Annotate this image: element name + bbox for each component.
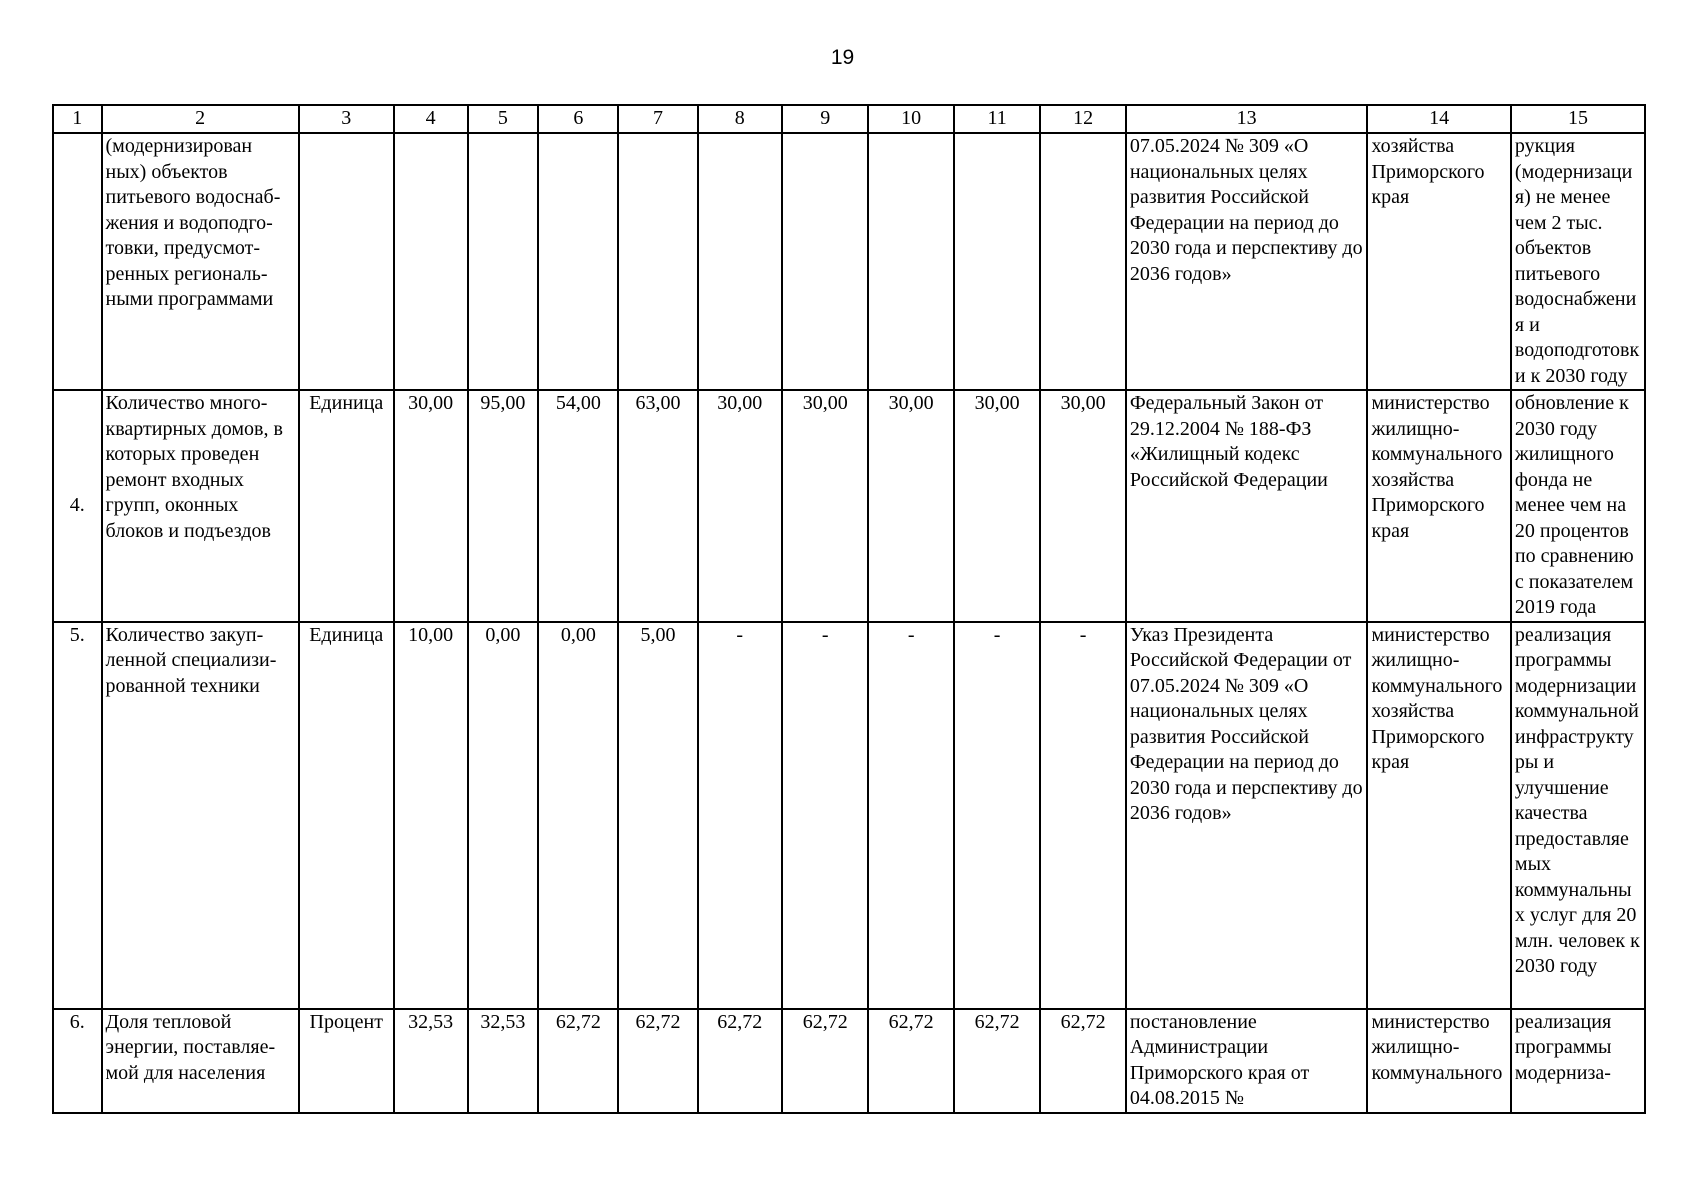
row-number: 4. (53, 390, 102, 622)
value-cell (782, 133, 869, 390)
value-cell: 30,00 (868, 390, 953, 622)
indicators-table (52, 104, 1646, 1114)
result-cell: рукция (модернизация) не менее чем 2 тыс. объектов питьевого водоснабжения и водоподготовки к 2030 году (1511, 133, 1645, 390)
row-number: 6. (53, 1009, 102, 1113)
value-cell (468, 133, 539, 390)
value-cell (1040, 133, 1125, 390)
responsible-cell: министерство жилищно-коммунального хозяйства Приморского края (1367, 390, 1510, 622)
header-cell: 1 (53, 105, 102, 133)
header-cell: 2 (102, 105, 299, 133)
unit-cell: Процент (299, 1009, 394, 1113)
value-cell: 0,00 (468, 622, 539, 1009)
unit-cell: Единица (299, 622, 394, 1009)
value-cell: 63,00 (618, 390, 697, 622)
value-cell (538, 133, 618, 390)
table-row (53, 133, 1645, 390)
indicator-name: Доля тепловой энергии, поставляемой для населения (102, 1009, 299, 1113)
value-cell: 30,00 (954, 390, 1041, 622)
unit-cell: Единица (299, 390, 394, 622)
indicator-name: Количество многоквартирных домов, в которых проведен ремонт входных групп, оконных блоков и подъездов (102, 390, 299, 622)
table-row (53, 390, 1645, 622)
value-cell: - (868, 622, 953, 1009)
value-cell: 30,00 (782, 390, 869, 622)
value-cell: 0,00 (538, 622, 618, 1009)
result-cell: реализация программы модерниза- (1511, 1009, 1645, 1113)
header-cell: 14 (1367, 105, 1510, 133)
result-cell: реализация программы модернизации коммунальной инфраструктуры и улучшение качества предоставляемых коммунальных услуг для 20 млн. человек к 2030 году (1511, 622, 1645, 1009)
basis-cell: Федеральный Закон от 29.12.2004 № 188-ФЗ «Жилищный кодекс Российской Федерации (1126, 390, 1368, 622)
value-cell: 62,72 (868, 1009, 953, 1113)
unit-cell (299, 133, 394, 390)
header-cell: 11 (954, 105, 1041, 133)
value-cell (954, 133, 1041, 390)
table-row (53, 1009, 1645, 1113)
header-cell: 8 (698, 105, 782, 133)
value-cell (618, 133, 697, 390)
row-number (53, 133, 102, 390)
value-cell (394, 133, 468, 390)
responsible-cell: министерство жилищно-коммунального (1367, 1009, 1510, 1113)
header-cell: 3 (299, 105, 394, 133)
header-cell: 10 (868, 105, 953, 133)
value-cell: 62,72 (782, 1009, 869, 1113)
header-cell: 15 (1511, 105, 1645, 133)
basis-cell: постановление Администрации Приморского края от 04.08.2015 № (1126, 1009, 1368, 1113)
responsible-cell: хозяйства Приморского края (1367, 133, 1510, 390)
result-cell: обновление к 2030 году жилищного фонда не менее чем на 20 процентов по сравнению с показателем 2019 года (1511, 390, 1645, 622)
value-cell: 62,72 (698, 1009, 782, 1113)
value-cell: - (1040, 622, 1125, 1009)
value-cell: 30,00 (698, 390, 782, 622)
header-cell: 6 (538, 105, 618, 133)
basis-cell: 07.05.2024 № 309 «О национальных целях развития Российской Федерации на период до 2030 года и перспективу до 2036 годов» (1126, 133, 1368, 390)
basis-cell: Указ Президента Российской Федерации от 07.05.2024 № 309 «О национальных целях развития Российской Федерации на период до 2030 года и перспективу до 2036 годов» (1126, 622, 1368, 1009)
value-cell: - (954, 622, 1041, 1009)
value-cell: 62,72 (538, 1009, 618, 1113)
row-number: 5. (53, 622, 102, 1009)
value-cell: - (698, 622, 782, 1009)
value-cell: 95,00 (468, 390, 539, 622)
indicator-name: Количество закупленной специализированной техники (102, 622, 299, 1009)
table-header-row (53, 105, 1645, 133)
value-cell: 10,00 (394, 622, 468, 1009)
value-cell: 5,00 (618, 622, 697, 1009)
responsible-cell: министерство жилищно-коммунального хозяйства Приморского края (1367, 622, 1510, 1009)
value-cell (868, 133, 953, 390)
value-cell: 62,72 (1040, 1009, 1125, 1113)
value-cell: 30,00 (1040, 390, 1125, 622)
value-cell: 62,72 (954, 1009, 1041, 1113)
header-cell: 9 (782, 105, 869, 133)
indicator-name: (модернизирован ных) объектов питьевого водоснабжения и водоподготовки, предусмотренных региональными программами (102, 133, 299, 390)
header-cell: 7 (618, 105, 697, 133)
value-cell: 32,53 (394, 1009, 468, 1113)
value-cell: - (782, 622, 869, 1009)
table-row (53, 622, 1645, 1009)
value-cell: 54,00 (538, 390, 618, 622)
page-number: 19 (830, 46, 855, 69)
value-cell: 62,72 (618, 1009, 697, 1113)
value-cell: 30,00 (394, 390, 468, 622)
value-cell: 32,53 (468, 1009, 539, 1113)
header-cell: 13 (1126, 105, 1368, 133)
value-cell (698, 133, 782, 390)
header-cell: 5 (468, 105, 539, 133)
header-cell: 12 (1040, 105, 1125, 133)
header-cell: 4 (394, 105, 468, 133)
